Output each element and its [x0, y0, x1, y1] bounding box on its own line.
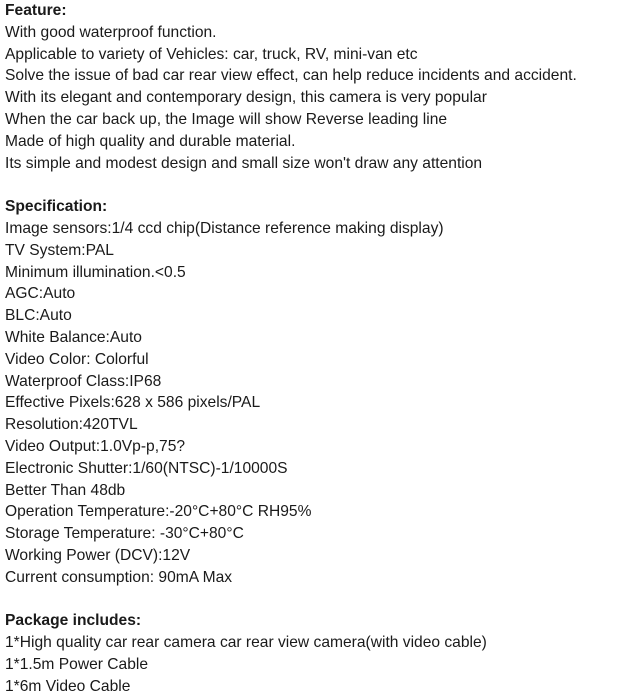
feature-item: Its simple and modest design and small size won't draw any attention [5, 154, 483, 172]
section-spacer [5, 589, 623, 611]
specification-heading: Specification: [5, 198, 108, 216]
package-item: 1*1.5m Power Cable [5, 655, 149, 673]
feature-list [5, 22, 623, 175]
spec-item: Video Color: Colorful [5, 350, 149, 368]
spec-item: Minimum illumination.<0.5 [5, 263, 186, 281]
spec-item: Image sensors:1/4 ccd chip(Distance reference making display) [5, 219, 444, 237]
spec-item: White Balance:Auto [5, 328, 142, 346]
spec-item: TV System:PAL [5, 241, 114, 259]
spec-item: Electronic Shutter:1/60(NTSC)-1/10000S [5, 459, 288, 477]
spec-item: Waterproof Class:IP68 [5, 372, 162, 390]
specification-list [5, 218, 623, 589]
spec-item: Effective Pixels:628 x 586 pixels/PAL [5, 394, 261, 412]
spec-item: Current consumption: 90mA Max [5, 568, 233, 586]
spec-item: Better Than 48db [5, 481, 126, 499]
spec-item: Resolution:420TVL [5, 416, 138, 434]
specification-section [5, 196, 623, 588]
product-description [5, 0, 623, 698]
section-spacer [5, 174, 623, 196]
package-list [5, 632, 623, 697]
package-item: 1*High quality car rear camera car rear view camera(with video cable) [5, 634, 487, 652]
package-item: 1*6m Video Cable [5, 677, 131, 695]
feature-item: Applicable to variety of Vehicles: car, truck, RV, mini-van etc [5, 45, 418, 63]
spec-item: Working Power (DCV):12V [5, 546, 191, 564]
spec-item: BLC:Auto [5, 307, 72, 325]
spec-item: Storage Temperature: -30°C+80°C [5, 525, 244, 543]
package-section [5, 610, 623, 697]
feature-item: With good waterproof function. [5, 23, 217, 41]
feature-item: When the car back up, the Image will show Reverse leading line [5, 110, 448, 128]
spec-item: AGC:Auto [5, 285, 76, 303]
feature-item: With its elegant and contemporary design, this camera is very popular [5, 89, 487, 107]
feature-heading: Feature: [5, 2, 67, 19]
feature-item: Made of high quality and durable material. [5, 132, 296, 150]
spec-item: Video Output:1.0Vp-p,75? [5, 437, 186, 455]
feature-section [5, 0, 623, 174]
package-heading: Package includes: [5, 612, 142, 630]
spec-item: Operation Temperature:-20°C+80°C RH95% [5, 503, 312, 521]
feature-item: Solve the issue of bad car rear view effect, can help reduce incidents and accident. [5, 67, 577, 85]
